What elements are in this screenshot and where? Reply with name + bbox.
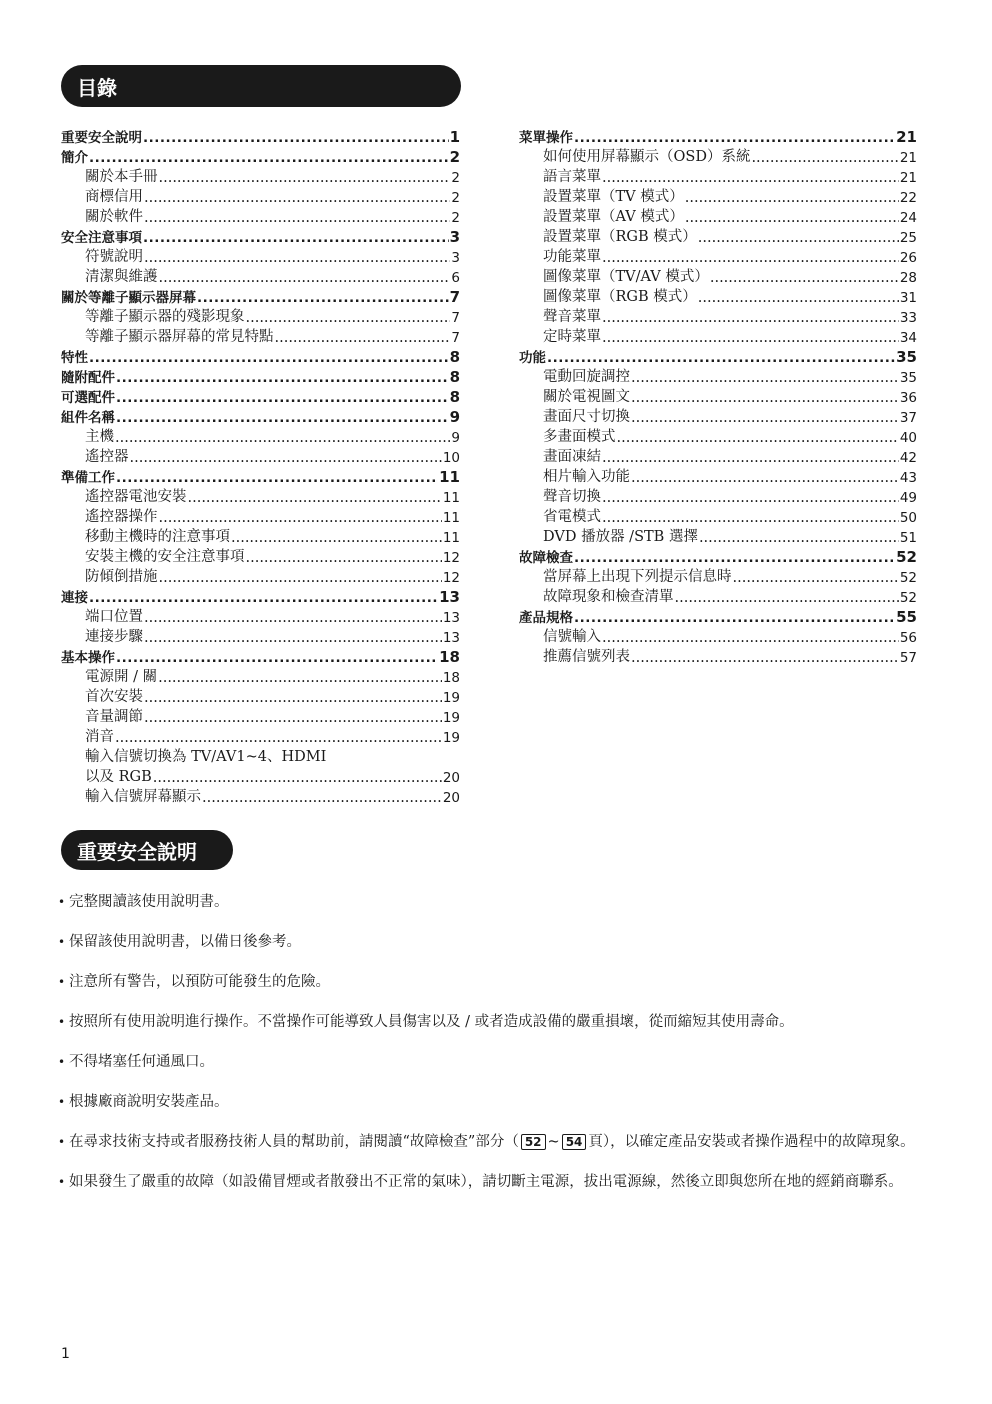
toc-dot-leader [602,170,899,186]
toc-entry-title: 推薦信號列表 [543,649,630,665]
toc-entry-title: 當屏幕上出現下列提示信息時 [543,569,732,585]
toc-entry-page: 6 [451,270,460,286]
toc-section-entry [61,266,460,286]
toc-section-entry [61,766,460,786]
toc-dot-leader [159,570,442,586]
toc-entry-page: 52 [896,548,917,566]
toc-entry-title: 遙控器 [85,449,129,465]
toc-title: 目錄 [77,75,117,100]
toc-dot-leader [144,190,450,206]
safety-item-text: ~ [547,1134,560,1150]
toc-entry-page: 1 [449,128,460,146]
toc-dot-leader [153,770,442,786]
toc-entry-title: 圖像菜單（TV/AV 模式） [543,269,709,285]
toc-dot-leader [246,310,451,326]
toc-section-entry [519,206,917,226]
toc-section-entry [519,326,917,346]
toc-entry-page: 3 [451,250,460,266]
toc-dot-leader [188,490,442,506]
toc-entry-page: 20 [442,790,460,806]
toc-dot-leader [159,170,451,186]
toc-entry-title: 簡介 [61,150,88,166]
toc-dot-leader [574,130,895,146]
toc-entry-title: 產品規格 [519,610,573,626]
toc-entry-title: 等離子顯示器的殘影現象 [85,309,245,325]
toc-entry-title: 關於等離子顯示器屏幕 [61,290,196,306]
toc-entry-page: 18 [439,648,460,666]
toc-entry-page: 34 [899,330,917,346]
toc-entry-title: 故障檢查 [519,550,573,566]
toc-entry-title: 相片輸入功能 [543,469,630,485]
safety-item-text: 如果發生了嚴重的故障（如設備冒煙或者散發出不正常的氣味），請切斷主電源，拔出電源線，然後立即與您所在地的經銷商聯系。 [69,1174,903,1190]
safety-item [58,892,918,912]
toc-dot-leader [143,230,449,246]
toc-entry-page: 19 [442,710,460,726]
toc-dot-leader [275,330,451,346]
toc-dot-leader [710,270,899,286]
toc-entry-title: 如何使用屏幕顯示（OSD）系統 [543,149,751,165]
toc-entry-page: 55 [896,608,917,626]
toc-entry-page: 19 [442,690,460,706]
toc-entry-title: 首次安裝 [85,689,143,705]
toc-section-entry [519,226,917,246]
toc-section-entry [61,446,460,466]
toc-entry-continued: 輸入信號切換為 TV/AV1~4、HDMI [85,749,327,765]
toc-entry-title: 商標信用 [85,189,143,205]
toc-entry-page: 22 [899,190,917,206]
toc-section-entry [519,146,917,166]
toc-section-entry [519,366,917,386]
toc-section-entry [519,626,917,646]
toc-entry-title: 音量調節 [85,709,143,725]
toc-chapter-entry [61,126,460,146]
toc-entry-page: 10 [442,450,460,466]
toc-entry-title: 安裝主機的安全注意事項 [85,549,245,565]
toc-entry-page: 12 [442,570,460,586]
toc-dot-leader [202,790,442,806]
safety-item-text: 完整閱讀該使用說明書。 [69,894,229,910]
toc-entry-page: 35 [899,370,917,386]
toc-dot-leader [602,250,899,266]
page-reference-badge: 54 [562,1134,587,1150]
safety-item-text: 保留該使用說明書，以備日後參考。 [69,934,301,950]
safety-item [58,1012,918,1032]
toc-dot-leader [144,250,450,266]
toc-entry-title: 聲音菜單 [543,309,601,325]
toc-section-entry [61,626,460,646]
toc-chapter-entry [519,346,917,366]
toc-section-entry [61,426,460,446]
toc-section-entry [519,386,917,406]
toc-dot-leader [89,150,449,166]
toc-entry-page: 37 [899,410,917,426]
toc-chapter-entry [61,366,460,386]
toc-chapter-entry [61,346,460,366]
toc-dot-leader [631,410,899,426]
toc-entry-page: 57 [899,650,917,666]
toc-entry-page: 36 [899,390,917,406]
toc-dot-leader [143,130,449,146]
toc-dot-leader [197,290,449,306]
toc-dot-leader [231,530,442,546]
toc-chapter-entry [61,146,460,166]
toc-dot-leader [144,690,442,706]
toc-entry-title: 語言菜單 [543,169,601,185]
toc-entry-title: 關於電視圖文 [543,389,630,405]
safety-item [58,1092,918,1112]
toc-entry-page: 7 [451,330,460,346]
toc-entry-page: 8 [449,368,460,386]
safety-item-text: 在尋求技術支持或者服務技術人員的幫助前，請閱讀“故障檢查”部分（ [69,1134,519,1150]
toc-dot-leader [602,490,899,506]
toc-entry-page: 21 [899,150,917,166]
safety-item [58,972,918,992]
toc-dot-leader [246,550,442,566]
toc-dot-leader [699,530,899,546]
toc-right-column [519,126,917,666]
toc-dot-leader [116,390,449,406]
toc-chapter-entry [61,646,460,666]
toc-entry-title: 特性 [61,350,88,366]
safety-item-text: 不得堵塞任何通風口。 [69,1054,214,1070]
toc-entry-title: 關於本手冊 [85,169,158,185]
safety-item-text: 根據廠商說明安裝產品。 [69,1094,229,1110]
toc-dot-leader [144,630,442,646]
toc-entry-title: 菜單操作 [519,130,573,146]
toc-section-entry [61,246,460,266]
toc-entry-page: 12 [442,550,460,566]
toc-chapter-entry [61,586,460,606]
toc-entry-title: 關於軟件 [85,209,143,225]
toc-dot-leader [631,650,899,666]
toc-entry-title: 清潔與維護 [85,269,158,285]
toc-entry-title: 防傾倒措施 [85,569,158,585]
toc-section-entry [61,166,460,186]
toc-entry-page: 18 [442,670,460,686]
safety-item [58,932,918,952]
toc-entry-title: 省電模式 [543,509,601,525]
toc-entry-title: 移動主機時的注意事項 [85,529,230,545]
safety-item-text: 按照所有使用說明進行操作。不當操作可能導致人員傷害以及 / 或者造成設備的嚴重損壞，從而縮短其使用壽命。 [69,1014,794,1030]
safety-item [58,1132,918,1152]
toc-entry-title: 多畫面模式 [543,429,616,445]
toc-entry-page: 2 [451,170,460,186]
toc-entry-title: 主機 [85,429,114,445]
toc-dot-leader [602,450,899,466]
toc-section-entry [519,246,917,266]
toc-dot-leader [116,470,438,486]
safety-list [58,892,918,1212]
toc-dot-leader [574,610,895,626]
toc-entry-title: 可選配件 [61,390,115,406]
toc-chapter-entry [61,386,460,406]
toc-entry-title: 安全注意事項 [61,230,142,246]
toc-dot-leader [698,230,899,246]
toc-entry-page: 8 [449,348,460,366]
toc-entry-title: 以及 RGB [85,769,152,785]
toc-dot-leader [698,290,899,306]
toc-entry-page: 21 [896,128,917,146]
toc-entry-title: 遙控器電池安裝 [85,489,187,505]
toc-dot-leader [130,450,442,466]
toc-entry-page: 26 [899,250,917,266]
toc-section-entry [61,486,460,506]
toc-section-entry [61,186,460,206]
toc-entry-page: 21 [899,170,917,186]
toc-dot-leader [115,430,450,446]
toc-entry-title: 消音 [85,729,114,745]
toc-section-entry [519,446,917,466]
toc-entry-page: 56 [899,630,917,646]
toc-chapter-entry [61,226,460,246]
safety-title: 重要安全說明 [77,839,197,864]
toc-entry-page: 24 [899,210,917,226]
toc-chapter-entry [61,466,460,486]
toc-dot-leader [675,590,899,606]
toc-entry-title: 組件名稱 [61,410,115,426]
toc-entry-title: 畫面尺寸切換 [543,409,630,425]
toc-entry-title: 重要安全說明 [61,130,142,146]
toc-dot-leader [617,430,899,446]
toc-entry-title: 電源開 / 關 [85,669,158,685]
toc-entry-page: 3 [449,228,460,246]
toc-entry-title: DVD 播放器 /STB 選擇 [543,529,698,545]
toc-entry-title: 功能菜單 [543,249,601,265]
toc-dot-leader [602,310,899,326]
toc-entry-page: 50 [899,510,917,526]
toc-dot-leader [144,710,442,726]
toc-dot-leader [116,410,449,426]
toc-entry-page: 31 [899,290,917,306]
page-number: 1 [61,1346,70,1362]
toc-dot-leader [144,210,450,226]
toc-dot-leader [547,350,895,366]
toc-entry-title: 準備工作 [61,470,115,486]
toc-dot-leader [144,610,442,626]
toc-entry-page: 42 [899,450,917,466]
toc-section-entry [61,666,460,686]
toc-section-entry [519,186,917,206]
toc-entry-page: 8 [449,388,460,406]
toc-section-entry [61,726,460,746]
toc-entry-page: 2 [451,190,460,206]
toc-entry-page: 52 [899,590,917,606]
toc-entry-title: 設置菜單（TV 模式） [543,189,684,205]
safety-item [58,1052,918,1072]
toc-dot-leader [602,510,899,526]
toc-entry-title: 符號說明 [85,249,143,265]
toc-dot-leader [751,150,898,166]
toc-entry-title: 連接 [61,590,88,606]
toc-chapter-entry [519,606,917,626]
toc-header [61,65,461,107]
toc-section-entry [61,706,460,726]
safety-item-text: 頁），以確定產品安裝或者操作過程中的故障現象。 [588,1134,915,1150]
toc-entry-title: 畫面凍結 [543,449,601,465]
toc-entry-page: 20 [442,770,460,786]
toc-entry-page: 11 [442,530,460,546]
toc-entry-page: 7 [451,310,460,326]
toc-section-entry [519,566,917,586]
toc-entry-page: 49 [899,490,917,506]
toc-chapter-entry [61,406,460,426]
safety-item [58,1172,918,1192]
toc-section-entry [519,506,917,526]
toc-section-entry [519,306,917,326]
toc-entry-page: 43 [899,470,917,486]
toc-section-entry [61,326,460,346]
toc-chapter-entry [519,546,917,566]
toc-entry-title: 聲音切換 [543,489,601,505]
toc-left-column [61,126,460,806]
toc-entry-page: 51 [899,530,917,546]
toc-entry-page: 2 [451,210,460,226]
toc-dot-leader [733,570,899,586]
toc-entry-title: 隨附配件 [61,370,115,386]
toc-entry-title: 設置菜單（AV 模式） [543,209,684,225]
toc-section-entry [61,206,460,226]
toc-section-entry [61,606,460,626]
toc-entry-title: 遙控器操作 [85,509,158,525]
toc-section-entry [519,526,917,546]
toc-dot-leader [602,330,899,346]
toc-entry-title: 電動回旋調控 [543,369,630,385]
toc-section-entry [61,526,460,546]
toc-section-entry [519,286,917,306]
toc-section-entry [519,646,917,666]
toc-dot-leader [159,510,442,526]
toc-entry-page: 33 [899,310,917,326]
toc-section-entry [61,686,460,706]
toc-chapter-entry [61,286,460,306]
toc-entry-page: 35 [896,348,917,366]
page-reference-badge: 52 [521,1134,546,1150]
toc-dot-leader [631,390,899,406]
toc-entry-page: 9 [451,430,460,446]
toc-entry-title: 設置菜單（RGB 模式） [543,229,697,245]
toc-section-entry [61,566,460,586]
toc-entry-page: 11 [442,490,460,506]
toc-section-entry [519,486,917,506]
toc-entry-title: 輸入信號屏幕顯示 [85,789,201,805]
toc-section-entry [519,406,917,426]
toc-entry-title: 等離子顯示器屏幕的常見特點 [85,329,274,345]
toc-entry-page: 11 [439,468,460,486]
toc-entry-title: 圖像菜單（RGB 模式） [543,289,697,305]
toc-entry-title: 功能 [519,350,546,366]
toc-dot-leader [116,370,449,386]
toc-entry-page: 25 [899,230,917,246]
toc-dot-leader [115,730,442,746]
safety-item-text: 注意所有警告，以預防可能發生的危險。 [69,974,330,990]
toc-dot-leader [631,470,899,486]
toc-section-entry [519,266,917,286]
toc-entry-page: 13 [439,588,460,606]
toc-entry-page: 13 [442,630,460,646]
toc-section-entry [61,306,460,326]
toc-entry-page: 9 [449,408,460,426]
toc-entry-page: 40 [899,430,917,446]
toc-section-entry [519,426,917,446]
toc-section-entry [61,506,460,526]
toc-section-entry [519,586,917,606]
toc-entry-page: 19 [442,730,460,746]
safety-header [61,830,233,870]
toc-entry-page: 7 [449,288,460,306]
toc-entry-title: 定時菜單 [543,329,601,345]
toc-dot-leader [631,370,899,386]
toc-section-entry [61,786,460,806]
toc-section-entry [519,466,917,486]
toc-entry-title: 信號輸入 [543,629,601,645]
toc-chapter-entry [519,126,917,146]
toc-dot-leader [159,270,451,286]
toc-entry-title: 故障現象和檢查清單 [543,589,674,605]
toc-entry-page: 52 [899,570,917,586]
toc-dot-leader [89,590,438,606]
toc-dot-leader [89,350,449,366]
toc-entry-page: 11 [442,510,460,526]
toc-dot-leader [602,630,899,646]
toc-dot-leader [158,670,442,686]
toc-entry-title: 連接步驟 [85,629,143,645]
toc-dot-leader [116,650,438,666]
toc-section-entry [519,166,917,186]
toc-dot-leader [574,550,895,566]
toc-dot-leader [685,210,899,226]
toc-entry-title: 基本操作 [61,650,115,666]
toc-entry-page: 28 [899,270,917,286]
toc-section-entry [61,546,460,566]
toc-entry-title: 端口位置 [85,609,143,625]
toc-entry-page: 2 [449,148,460,166]
toc-entry-page: 13 [442,610,460,626]
toc-dot-leader [685,190,899,206]
